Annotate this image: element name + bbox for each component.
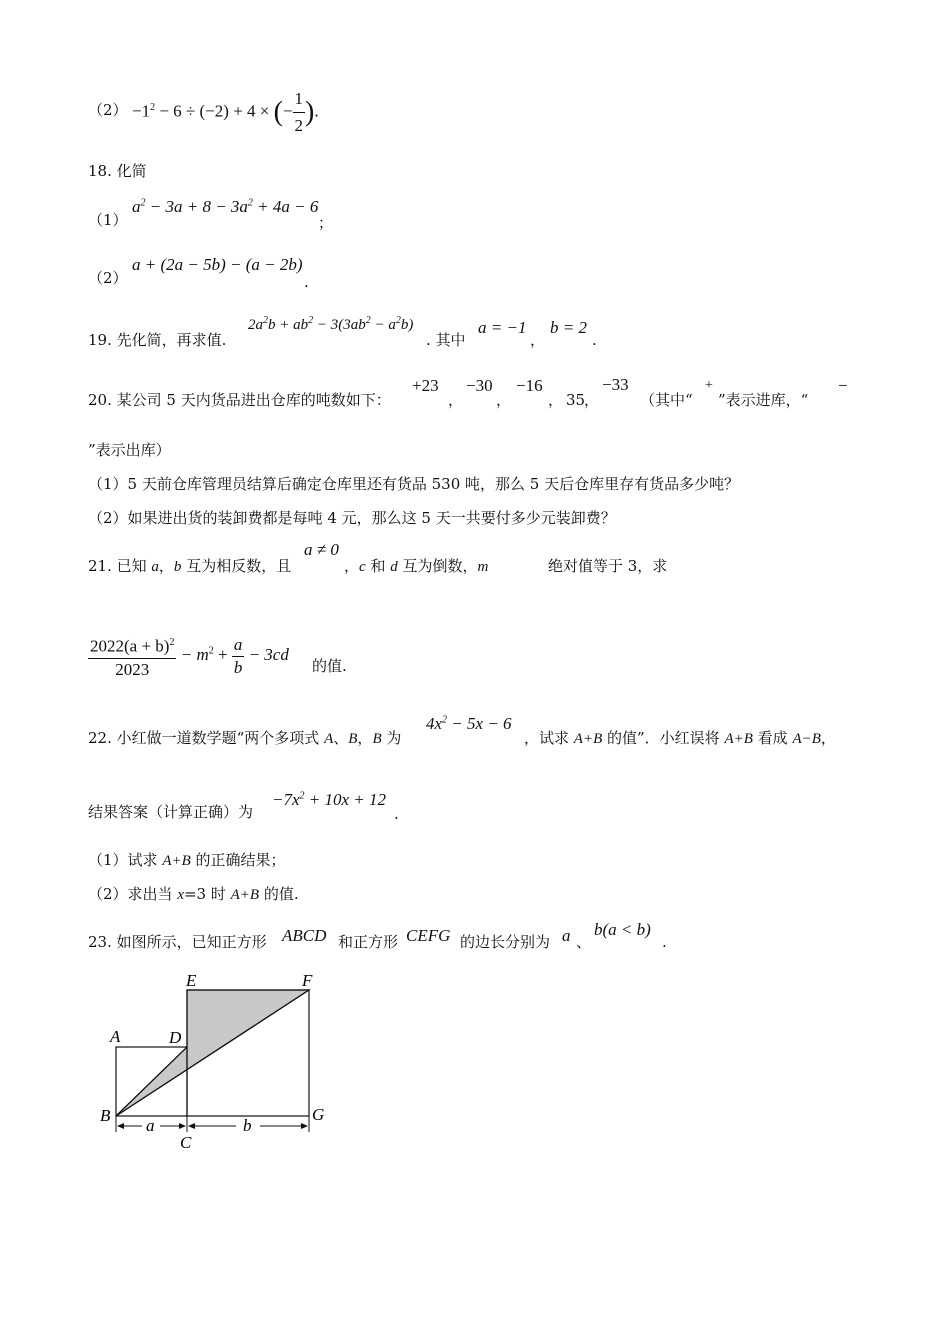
q20-lead: 20. 某公司 5 天内货品进出仓库的吨数如下： — [88, 391, 391, 409]
q22-result-end: . — [394, 805, 399, 823]
q19-where: . 其中 — [426, 331, 466, 349]
q20-value-1: +23 — [412, 376, 439, 395]
q20-part1: （1）5 天前仓库管理员结算后确定仓库里还有货品 530 吨，那么 5 天后仓库里存有货品多少吨？ — [88, 475, 740, 493]
q19-cond-a: a = −1 — [478, 318, 527, 337]
q21-line1: 21. 已知 a，b 互为相反数，且 — [88, 557, 292, 575]
q22-poly-result: $-7x^2 + 10x + 12$ — [272, 790, 387, 809]
q20-value-2: −30 — [466, 376, 493, 395]
q17-part2-label: （2） — [88, 101, 128, 119]
q21-big-fraction: $\frac{2022(a + b)^2}{2023}$ — [88, 632, 176, 681]
q21-line1b: ，c 和 d 互为倒数，m — [344, 557, 489, 575]
q23-lead-c: 的边长分别为 — [460, 933, 551, 951]
q23-var-b: b(a < b) — [594, 920, 651, 939]
q23-var-a: a — [562, 926, 571, 945]
q23-label-a-point: A — [110, 1027, 121, 1046]
q20-value-3: −16 — [516, 376, 543, 395]
q20-minus: − — [838, 376, 848, 395]
q20-note-c: ”表示出库） — [88, 441, 171, 459]
q22-line1: 22. 小红做一道数学题“两个多项式 A、B，B 为 — [88, 729, 402, 747]
q19-end: . — [592, 331, 597, 349]
q23-label-f-point: F — [302, 971, 313, 990]
q20-value-4: 35 — [566, 391, 586, 409]
q23-lead-b: 和正方形 — [338, 933, 399, 951]
q19-lead: 19. 先化简，再求值. — [88, 331, 227, 349]
q18-part2-label: （2） — [88, 269, 128, 287]
q23-label-e-point: E — [186, 971, 197, 990]
q21-expression: $\frac{2022(a + b)^2}{2023}$ − $m^2$ + $\frac{a}{b}$ − 3cd — [88, 632, 289, 681]
q23-end: . — [662, 933, 667, 951]
q19-cond-b: b = 2 — [550, 318, 587, 337]
q21-small-fraction: $\frac{a}{b}$ — [233, 634, 243, 677]
q20-part2: （2）如果进出货的装卸费都是每吨 4 元，那么这 5 天一共要付多少元装卸费？ — [88, 509, 616, 527]
q23-square-1: ABCD — [282, 926, 327, 945]
q23-label-d-point: D — [169, 1028, 182, 1047]
q22-part1: （1）试求 A+B 的正确结果； — [88, 851, 286, 869]
q17-part2 — [88, 100, 128, 120]
q21-line1c: 绝对值等于 3，求 — [548, 557, 668, 575]
q18-part2-end: . — [304, 273, 309, 291]
q21-end: 的值. — [312, 657, 347, 675]
q23-label-g-point: G — [312, 1105, 325, 1124]
q20-note-a: （其中“ — [640, 391, 693, 409]
q18-part2-expression: a + (2a − 5b) − (a − 2b) — [132, 255, 303, 274]
q21-condition: a ≠ 0 — [304, 540, 339, 559]
q23-segment-bd — [116, 1047, 187, 1116]
q22-poly-b: $4x^2 - 5x - 6$ — [426, 714, 512, 733]
q22-line1b: ，试求 A+B 的值”．小红误将 A+B 看成 A−B， — [524, 729, 836, 747]
q22-result-lead: 结果答案（计算正确）为 — [88, 803, 254, 821]
q23-lead-a: 23. 如图所示，已知正方形 — [88, 933, 267, 951]
q19-expression: $2a^2b + ab^2 - 3(3ab^2 - a^2b)$ — [248, 315, 414, 333]
q20-plus: + — [705, 378, 713, 393]
q23-label-b-length: b — [243, 1116, 252, 1135]
q23-figure — [96, 970, 346, 1160]
q19-comma: ， — [530, 331, 546, 349]
q23-lead-d: 、 — [576, 933, 592, 951]
q20-note-b: ”表示进库，“ — [718, 391, 809, 409]
q18-part1-end: ； — [318, 214, 334, 232]
q20-value-5: −33 — [602, 375, 629, 394]
q18-part1-label: （1） — [88, 211, 128, 229]
q23-label-a-length: a — [146, 1116, 155, 1135]
q18-part1-expression: $a^2 - 3a + 8 - 3a^2 + 4a - 6$ — [132, 197, 319, 216]
q23-square-2: CEFG — [406, 926, 451, 945]
q23-label-c-point: C — [180, 1133, 192, 1152]
q17-expression: $-1^2 - 6 \div (-2) + 4$ × (− $\frac{1}{2}$ ). — [132, 86, 319, 139]
q23-label-b-point: B — [100, 1106, 111, 1125]
q22-part2: （2）求出当 x=3 时 A+B 的值. — [88, 885, 299, 903]
q17-fraction: $\frac{1}{2}$ — [293, 86, 306, 139]
q18-title: 18. 化简 — [88, 162, 147, 180]
